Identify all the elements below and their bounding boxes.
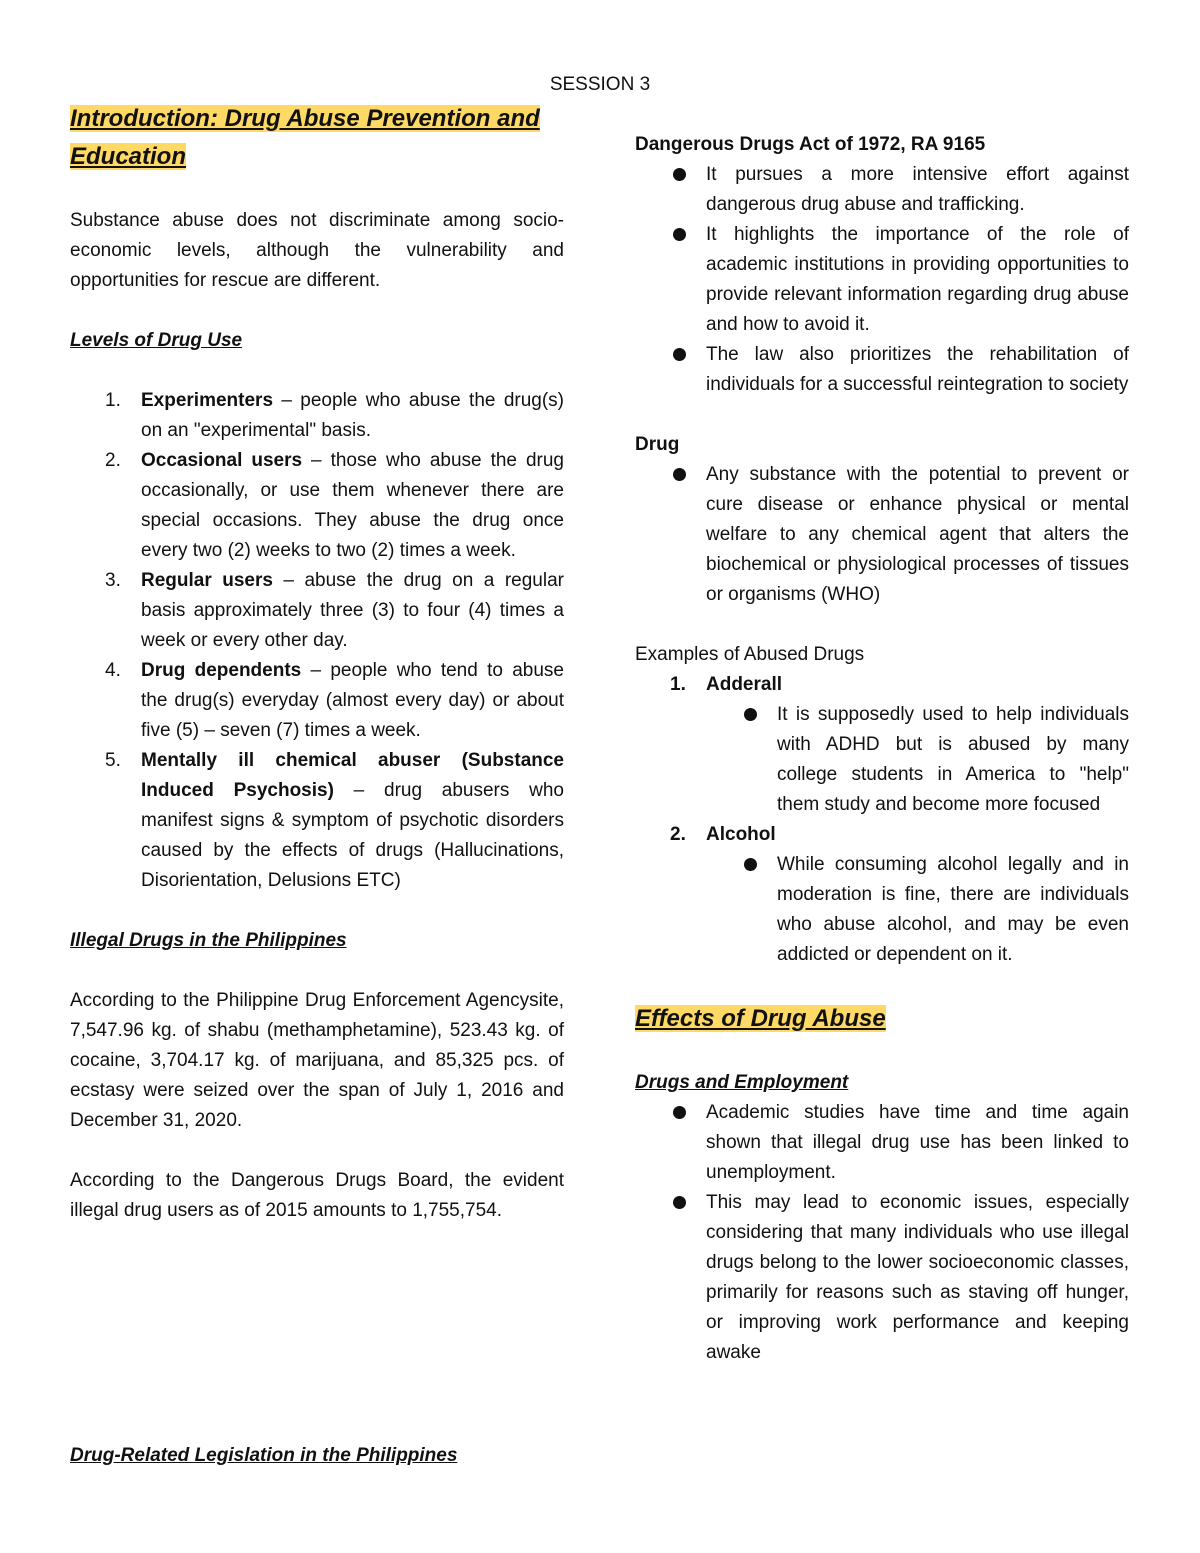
- bullet-icon: [673, 1106, 686, 1119]
- employment-heading: Drugs and Employment: [635, 1072, 849, 1093]
- intro-paragraph: Substance abuse does not discriminate among socio-economic levels, although the vulnerability and opportunities for rescue are different.: [70, 210, 564, 291]
- legislation-heading: Drug-Related Legislation in the Philippines: [70, 1445, 458, 1466]
- list-item: This may lead to economic issues, especially considering that many individuals who use illegal drugs belong to the lower socioeconomic classes, primarily for reasons such as staving off hunger, or improving work performance and keeping awake: [635, 1188, 1129, 1368]
- session-title: SESSION 3: [549, 74, 651, 95]
- bullet-icon: [673, 348, 686, 361]
- bullet-icon: [673, 468, 686, 481]
- drug-heading: Drug: [635, 434, 680, 455]
- employment-bullets: [635, 1098, 1129, 1368]
- list-item: It is supposedly used to help individuals with ADHD but is abused by many college students in America to "help" them study and become more focused: [635, 700, 1129, 820]
- right-column: [635, 130, 1129, 1368]
- bullet-icon: [673, 1196, 686, 1209]
- list-item: 4. Drug dependents – people who tend to abuse the drug(s) everyday (almost every day) or about five (5) – seven (7) times a week.: [105, 660, 564, 741]
- illegal-drugs-paragraph-2: According to the Dangerous Drugs Board, the evident illegal drug users as of 2015 amounts to 1,755,754.: [70, 1170, 564, 1221]
- effects-heading: Effects of Drug Abuse: [635, 1005, 886, 1032]
- list-item: 3. Regular users – abuse the drug on a regular basis approximately three (3) to four (4) times a week or every other day.: [105, 570, 564, 651]
- bullet-icon: [744, 708, 757, 721]
- illegal-drugs-paragraph-1: According to the Philippine Drug Enforcement Agencysite, 7,547.96 kg. of shabu (methamphetamine), 523.43 kg. of cocaine, 3,704.17 kg. of marijuana, and 85,325 pcs. of ecstasy were seized over the span of July 1, 2016 and December 31, 2020.: [70, 990, 564, 1131]
- legislation-heading-wrap: [70, 1441, 564, 1471]
- levels-list: [70, 386, 564, 896]
- act-bullets: [635, 160, 1129, 400]
- list-item: 1. Adderall It is supposedly used to help individuals with ADHD but is abused by many college students in America to "help" them study and become more focused: [635, 670, 1129, 820]
- list-item: 1. Experimenters – people who abuse the drug(s) on an "experimental" basis.: [105, 390, 564, 441]
- examples-list: [635, 670, 1129, 970]
- bullet-icon: [673, 168, 686, 181]
- list-item: 5. Mentally ill chemical abuser (Substance Induced Psychosis) – drug abusers who manifest signs & symptom of psychotic disorders caused by the effects of drugs (Hallucinations, Disorientation, Delusions ETC): [105, 750, 564, 891]
- list-item: While consuming alcohol legally and in moderation is fine, there are individuals who abuse alcohol, and may be even addicted or dependent on it.: [635, 850, 1129, 970]
- list-item: 2. Occasional users – those who abuse the drug occasionally, or use them whenever there are special occasions. They abuse the drug once every two (2) weeks to two (2) times a week.: [105, 450, 564, 561]
- list-item: Academic studies have time and time again shown that illegal drug use has been linked to unemployment.: [635, 1098, 1129, 1188]
- list-item: It pursues a more intensive effort against dangerous drug abuse and trafficking.: [635, 160, 1129, 220]
- bullet-icon: [744, 858, 757, 871]
- list-item: It highlights the importance of the role of academic institutions in providing opportunities to provide relevant information regarding drug abuse and how to avoid it.: [635, 220, 1129, 340]
- drug-bullets: [635, 460, 1129, 610]
- left-column: [70, 100, 564, 1226]
- list-item: 2. Alcohol While consuming alcohol legally and in moderation is fine, there are individuals who abuse alcohol, and may be even addicted or dependent on it.: [635, 820, 1129, 970]
- levels-heading: Levels of Drug Use: [70, 330, 243, 351]
- intro-heading: Introduction: Drug Abuse Prevention and Education: [70, 105, 540, 170]
- bullet-icon: [673, 228, 686, 241]
- list-item: The law also prioritizes the rehabilitation of individuals for a successful reintegration to society: [635, 340, 1129, 400]
- examples-heading: Examples of Abused Drugs: [635, 644, 865, 665]
- list-item: Any substance with the potential to prevent or cure disease or enhance physical or mental welfare to any chemical agent that alters the biochemical or physiological processes of tissues or organisms (WHO): [635, 460, 1129, 610]
- illegal-drugs-heading: Illegal Drugs in the Philippines: [70, 930, 347, 951]
- act-heading: Dangerous Drugs Act of 1972, RA 9165: [635, 134, 986, 155]
